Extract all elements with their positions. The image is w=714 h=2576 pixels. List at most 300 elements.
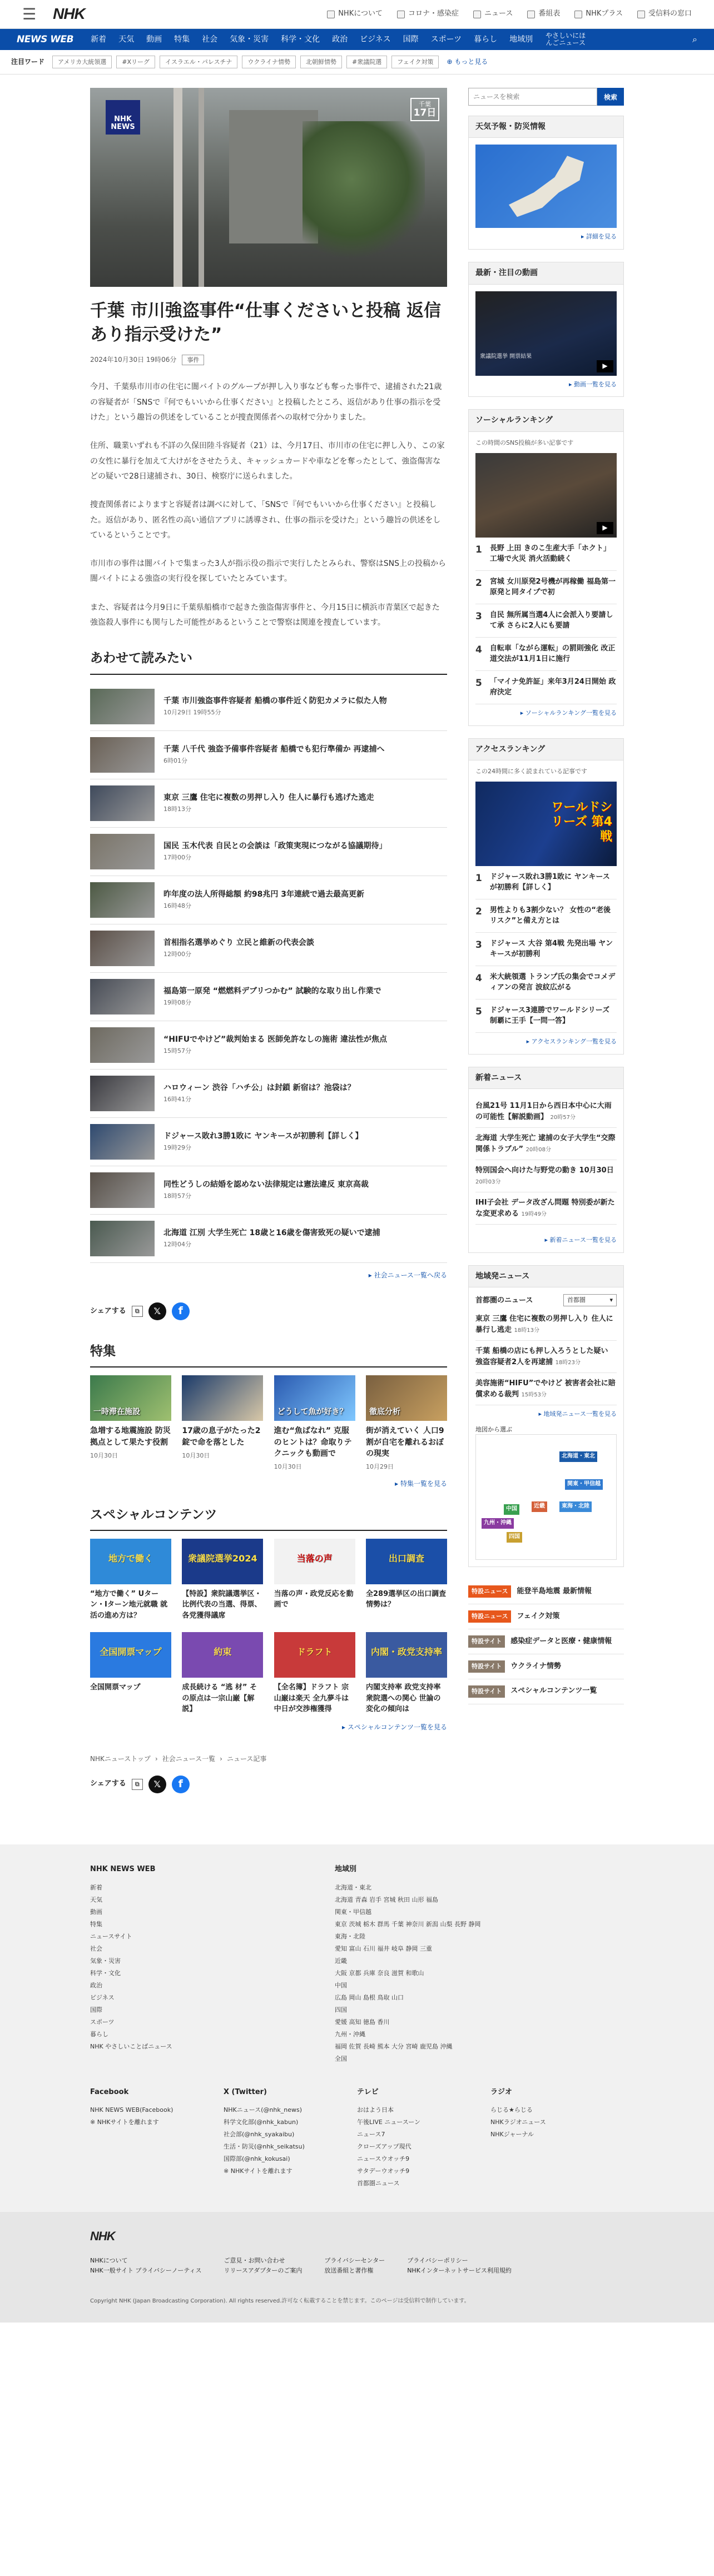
news-item-date: 20時57分 bbox=[550, 1114, 576, 1121]
footer-site-title[interactable]: NHK NEWS WEB bbox=[90, 1864, 156, 1873]
footer-region-link[interactable]: 愛媛 高知 徳島 香川 bbox=[335, 2018, 390, 2026]
footer-region-col bbox=[335, 1864, 557, 2065]
ranking-number: 5 bbox=[475, 1006, 482, 1017]
social-ranking-thumb[interactable] bbox=[475, 453, 617, 538]
nav-item[interactable]: 政治 bbox=[332, 34, 348, 44]
top-link-icon bbox=[397, 11, 405, 18]
special-card[interactable] bbox=[182, 1632, 263, 1715]
latest-video-thumb[interactable] bbox=[475, 291, 617, 376]
related-text bbox=[163, 889, 364, 911]
new-news-box bbox=[468, 1067, 624, 1253]
special-more-link[interactable]: ▸ スペシャルコンテンツ一覧を見る bbox=[341, 1723, 447, 1731]
ranking-title: 男性よりも3割少ない？ 女性の“老後リスク”と備え方とは bbox=[489, 906, 611, 926]
top-link-icon bbox=[574, 11, 582, 18]
ranking-item[interactable] bbox=[475, 866, 617, 899]
footer-social-link[interactable]: らじる★らじる bbox=[490, 2106, 533, 2114]
special-link-title: 感染症データと医療・健康情報 bbox=[510, 1637, 612, 1645]
footer-region-link[interactable]: 関東・甲信越 bbox=[335, 1908, 371, 1916]
main-content bbox=[90, 88, 447, 1811]
footer-social-link[interactable]: NHKラジオニュース bbox=[490, 2119, 546, 2126]
nav-item[interactable]: 気象・災害 bbox=[230, 34, 269, 44]
special-link[interactable] bbox=[468, 1679, 624, 1704]
ranking-item[interactable] bbox=[475, 899, 617, 933]
top-link[interactable] bbox=[473, 9, 513, 19]
related-item[interactable] bbox=[90, 876, 447, 924]
special-image-text: 地方で働く bbox=[108, 1553, 153, 1564]
footer-social-link[interactable]: 生活・防災(@nhk_seikatsu) bbox=[224, 2143, 305, 2151]
related-title: あわせて読みたい bbox=[90, 649, 447, 674]
special-card[interactable] bbox=[366, 1632, 447, 1715]
top-link-label: 受信料の窓口 bbox=[648, 9, 692, 18]
ranking-title: ドジャース敗れ3勝1敗に ヤンキースが初勝利【詳しく】 bbox=[489, 872, 610, 892]
ranking-title: 自転車「ながら運転」の罰則強化 改正道交法が11月1日に施行 bbox=[489, 644, 616, 664]
access-ranking-thumb[interactable] bbox=[475, 782, 617, 866]
news-item-title-text: 特別国会へ向けた与野党の動き 10月30日 bbox=[475, 1166, 614, 1175]
ranking-title: 長野 上田 きのこ生産大手「ホクト」工場で火災 消火活動続く bbox=[489, 544, 611, 564]
footer-link[interactable]: 特集 bbox=[90, 1920, 102, 1928]
breadcrumb bbox=[90, 1754, 447, 1764]
related-item[interactable] bbox=[90, 1166, 447, 1215]
social-more-label: ソーシャルランキング一覧を見る bbox=[525, 709, 617, 717]
feature-date: 10月30日 bbox=[90, 1452, 118, 1459]
related-text bbox=[163, 841, 386, 862]
feature-image bbox=[274, 1375, 355, 1421]
related-item-date: 12時00分 bbox=[163, 951, 191, 958]
footer-social-link[interactable]: 国際部(@nhk_kokusai) bbox=[224, 2155, 290, 2163]
hero-date-top: 千葉 bbox=[419, 101, 431, 108]
local-news-box bbox=[468, 1265, 624, 1567]
special-link[interactable] bbox=[468, 1629, 624, 1654]
related-item-date: 16時41分 bbox=[163, 1096, 191, 1103]
footer-link[interactable]: 動画 bbox=[90, 1908, 102, 1916]
footer-social-link[interactable]: NHKニュース(@nhk_news) bbox=[224, 2106, 303, 2114]
footer-link[interactable]: 新着 bbox=[90, 1883, 102, 1891]
footer-link[interactable]: 国際 bbox=[90, 2006, 102, 2013]
news-item-title-text: 千葉 船橋の店にも押し入ろうとした疑い 強盗容疑者2人を再逮捕 bbox=[475, 1347, 608, 1366]
special-image-text: 約束 bbox=[214, 1647, 232, 1658]
related-item[interactable] bbox=[90, 1021, 447, 1070]
footer-link[interactable]: 科学・文化 bbox=[90, 1969, 121, 1977]
news-item[interactable] bbox=[475, 1128, 617, 1160]
weather-map[interactable] bbox=[475, 145, 617, 228]
footer-region-link[interactable]: 大阪 京都 兵庫 奈良 滋賀 和歌山 bbox=[335, 1969, 424, 1977]
footer-bottom-link[interactable]: 放送番組と著作権 bbox=[324, 2267, 374, 2275]
ranking-title: ドジャース 大谷 第4戦 先発出場 ヤンキースが初勝利 bbox=[489, 939, 613, 959]
related-item[interactable] bbox=[90, 924, 447, 973]
special-image bbox=[366, 1632, 447, 1678]
copy-link-icon[interactable]: ⧉ bbox=[132, 1779, 143, 1790]
ranking-number: 5 bbox=[475, 677, 482, 689]
footer-social-link[interactable]: ※ NHKサイトを離れます bbox=[224, 2167, 292, 2175]
new-news-more-link[interactable]: ▸ 新着ニュース一覧を見る bbox=[544, 1236, 617, 1244]
footer-region-link[interactable]: 東京 茨城 栃木 群馬 千葉 神奈川 新潟 山梨 長野 静岡 bbox=[335, 1920, 481, 1928]
special-title: 【特設】衆院議選挙区・比例代表の当選、得票、各党獲得議席 bbox=[182, 1589, 262, 1620]
news-item-title bbox=[475, 1314, 617, 1335]
region-button[interactable]: 四国 bbox=[507, 1532, 522, 1543]
new-news-more-label: 新着ニュース一覧を見る bbox=[549, 1236, 617, 1244]
latest-more-link[interactable]: ▸ 動画一覧を見る bbox=[568, 380, 617, 388]
features-more-label: 特集一覧を見る bbox=[400, 1480, 447, 1488]
related-item[interactable] bbox=[90, 973, 447, 1021]
related-thumb bbox=[90, 882, 155, 918]
access-more-link[interactable]: ▸ アクセスランキング一覧を見る bbox=[526, 1037, 617, 1045]
article-date: 2024年10月30日 19時06分 bbox=[90, 355, 177, 364]
news-item-date: 18時23分 bbox=[555, 1359, 581, 1366]
related-item-date: 16時48分 bbox=[163, 902, 191, 910]
special-link[interactable] bbox=[468, 1654, 624, 1679]
footer-social-link[interactable]: 科学文化部(@nhk_kabun) bbox=[224, 2119, 299, 2126]
keywords-more-label: もっと見る bbox=[454, 57, 488, 66]
article-paragraph: 今月、千葉県市川市の住宅に闇バイトのグループが押し入り事なども奪った事件で、逮捕された21歳の容疑者が「SNSで『何でもいいから仕事ください』と投稿したところ、返信があり仕事の指示を受けた」という趣旨の供述をしていることが捜査関係者への取材で分かりました。 bbox=[90, 382, 442, 422]
top-link[interactable] bbox=[397, 9, 459, 19]
related-item-title: 首相指名選挙めぐり 立民と維新の代表会談 bbox=[163, 938, 314, 948]
article-tag[interactable]: 事件 bbox=[182, 355, 204, 366]
footer-social-link[interactable]: NHKジャーナル bbox=[490, 2131, 534, 2139]
copy-link-icon[interactable]: ⧉ bbox=[132, 1306, 143, 1317]
ranking-title: 米大統領選 トランプ氏の集会でコメディアンの発言 波紋広がる bbox=[489, 972, 616, 992]
nav-item[interactable]: 動画 bbox=[146, 34, 162, 44]
features-more-link[interactable]: ▸ 特集一覧を見る bbox=[395, 1480, 447, 1488]
search-input[interactable] bbox=[468, 88, 597, 106]
menu-icon[interactable]: ☰ bbox=[22, 4, 37, 23]
region-button[interactable]: 中国 bbox=[504, 1504, 519, 1515]
footer-region-link[interactable]: 東海・北陸 bbox=[335, 1932, 365, 1940]
news-web-logo[interactable]: NEWS WEB bbox=[17, 33, 74, 45]
related-item-date: 18時57分 bbox=[163, 1192, 191, 1200]
ranking-item[interactable] bbox=[475, 671, 617, 704]
footer-region-link[interactable]: 福岡 佐賀 長崎 熊本 大分 宮崎 鹿児島 沖縄 bbox=[335, 2042, 453, 2050]
related-item-title: 昨年度の法人所得総額 約98兆円 3年連続で過去最高更新 bbox=[163, 890, 364, 899]
nav-item[interactable]: 暮らし bbox=[474, 34, 498, 44]
nhk-news-badge: NHK NEWS bbox=[106, 100, 140, 135]
top-link[interactable] bbox=[637, 9, 692, 19]
footer-link[interactable]: 気象・災害 bbox=[90, 1957, 121, 1965]
feature-image bbox=[366, 1375, 447, 1421]
ranking-number: 1 bbox=[475, 872, 482, 884]
news-item[interactable] bbox=[475, 1309, 617, 1341]
related-text bbox=[163, 937, 314, 959]
footer-link[interactable]: スポーツ bbox=[90, 2018, 115, 2026]
nav-item[interactable]: 国際 bbox=[403, 34, 419, 44]
keyword-chip[interactable]: アメリカ大統領選 bbox=[52, 56, 112, 69]
ranking-item[interactable] bbox=[475, 604, 617, 638]
ranking-item[interactable] bbox=[475, 638, 617, 671]
footer-social-title: テレビ bbox=[357, 2087, 379, 2096]
region-button[interactable]: 近畿 bbox=[532, 1501, 547, 1512]
feature-image-text: どうして魚が好き？ bbox=[277, 1408, 348, 1417]
footer-social-link[interactable]: おはよう日本 bbox=[357, 2106, 394, 2114]
news-item-title bbox=[475, 1346, 617, 1367]
special-link-badge: 特設サイト bbox=[468, 1685, 505, 1698]
related-text bbox=[163, 695, 387, 717]
related-thumb bbox=[90, 1221, 155, 1256]
footer-social-link[interactable]: サタデーウオッチ9 bbox=[357, 2167, 410, 2175]
social-ranking-note: この時間のSNS投稿が多い記事です bbox=[475, 439, 574, 446]
special-image-text: 内閣・政党支持率 bbox=[370, 1647, 442, 1658]
related-item-date: 6時01分 bbox=[163, 757, 187, 765]
footer-social-link[interactable]: ニュースウオッチ9 bbox=[357, 2155, 410, 2163]
nav-item[interactable]: 天気 bbox=[118, 34, 135, 44]
news-item-title bbox=[475, 1133, 617, 1155]
related-thumb bbox=[90, 1172, 155, 1208]
footer-bottom-link[interactable]: ご意見・お問い合わせ bbox=[224, 2257, 285, 2265]
nav-item[interactable]: スポーツ bbox=[430, 34, 462, 44]
nav-item[interactable]: ビジネス bbox=[360, 34, 391, 44]
footer-social-title: X (Twitter) bbox=[224, 2087, 267, 2096]
footer-link[interactable]: 政治 bbox=[90, 1981, 102, 1989]
hero-pole-2 bbox=[199, 88, 204, 287]
special-image bbox=[182, 1632, 263, 1678]
article-meta bbox=[90, 355, 447, 366]
related-thumb bbox=[90, 979, 155, 1015]
special-card[interactable] bbox=[274, 1539, 355, 1622]
nav-item[interactable]: 科学・文化 bbox=[281, 34, 320, 44]
local-more-link[interactable]: ▸ 地域発ニュース一覧を見る bbox=[538, 1410, 617, 1418]
article-body bbox=[90, 380, 447, 630]
footer-link[interactable]: ニュースサイト bbox=[90, 1932, 132, 1940]
footer-bottom-link[interactable]: プライバシーセンター bbox=[324, 2257, 385, 2265]
article-hero-image bbox=[90, 88, 447, 287]
x-icon[interactable]: 𝕏 bbox=[148, 1776, 166, 1793]
search-icon[interactable]: ⌕ bbox=[692, 34, 697, 45]
special-more-label: スペシャルコンテンツ一覧を見る bbox=[347, 1723, 447, 1731]
special-title: 全289選挙区の出口調査 情勢は？ bbox=[365, 1589, 447, 1609]
facebook-icon[interactable]: f bbox=[172, 1302, 190, 1320]
ranking-number: 4 bbox=[475, 644, 482, 655]
footer-social-title: Facebook bbox=[90, 2087, 129, 2096]
nav-item[interactable]: 新着 bbox=[91, 34, 107, 44]
search-button[interactable]: 検索 bbox=[597, 88, 624, 106]
footer-region-link[interactable]: 北海道 青森 岩手 宮城 秋田 山形 福島 bbox=[335, 1896, 438, 1903]
access-thumb-text: ワールドシリーズ 第4戦 bbox=[551, 800, 612, 844]
keyword-chip[interactable]: ウクライナ情勢 bbox=[242, 56, 296, 69]
footer-region-link[interactable]: 北海道・東北 bbox=[335, 1883, 371, 1891]
keyword-chip[interactable]: イスラエル・パレスチナ bbox=[160, 56, 237, 69]
weather-box bbox=[468, 116, 624, 250]
footer-link[interactable]: NHK やさしいことばニュース bbox=[90, 2042, 172, 2050]
footer-site-col bbox=[90, 1864, 313, 2065]
region-select[interactable] bbox=[563, 1294, 617, 1306]
special-image bbox=[90, 1632, 171, 1678]
ranking-number: 4 bbox=[475, 972, 482, 984]
region-button[interactable]: 関東・甲信越 bbox=[565, 1479, 603, 1490]
footer-region-link[interactable]: 四国 bbox=[335, 2006, 347, 2013]
feature-image-text: 一時滞在施設 bbox=[93, 1408, 140, 1417]
ranking-number: 3 bbox=[475, 610, 482, 622]
special-link-title: ウクライナ情勢 bbox=[510, 1662, 561, 1670]
special-card[interactable] bbox=[182, 1539, 263, 1622]
related-text bbox=[163, 986, 381, 1007]
footer-link[interactable]: 暮らし bbox=[90, 2030, 108, 2038]
hero-tree bbox=[303, 121, 425, 266]
keyword-chip[interactable]: #衆議院選 bbox=[346, 56, 387, 69]
x-icon[interactable]: 𝕏 bbox=[148, 1302, 166, 1320]
related-item-date: 12時04分 bbox=[163, 1241, 191, 1249]
footer-social-link[interactable]: 午後LIVE ニュースーン bbox=[357, 2119, 421, 2126]
feature-title: 進む“魚ばなれ” 克服のヒントは？命取りテクニックも動画で bbox=[274, 1426, 352, 1458]
footer-bottom-link[interactable]: NHK一般サイト プライバシーノーティス bbox=[90, 2267, 202, 2275]
news-item[interactable] bbox=[475, 1160, 617, 1192]
top-link[interactable] bbox=[574, 9, 623, 19]
footer-nhk-logo[interactable]: NHK bbox=[90, 2229, 115, 2244]
special-card[interactable] bbox=[90, 1539, 171, 1622]
feature-title: 17歳の息子がたった2錠で命を落とした bbox=[182, 1426, 261, 1447]
related-item[interactable] bbox=[90, 731, 447, 779]
feature-image-text: 徹底分析 bbox=[369, 1408, 400, 1417]
ranking-item[interactable] bbox=[475, 538, 617, 571]
related-text bbox=[163, 1227, 380, 1249]
related-item[interactable] bbox=[90, 683, 447, 731]
news-item-date: 19時49分 bbox=[521, 1211, 547, 1217]
nav-item[interactable]: 地域別 bbox=[509, 34, 533, 44]
top-link[interactable] bbox=[527, 9, 560, 19]
news-item-date: 15時53分 bbox=[521, 1391, 547, 1398]
footer-region-link[interactable]: 近畿 bbox=[335, 1957, 347, 1965]
special-title: 成長続ける “逃 材” その原点は一宗山巌【解説】 bbox=[182, 1683, 257, 1714]
related-thumb bbox=[90, 834, 155, 869]
footer-region-link[interactable]: 愛知 富山 石川 福井 岐阜 静岡 三重 bbox=[335, 1945, 432, 1952]
special-link[interactable] bbox=[468, 1579, 624, 1604]
related-item-title: 北海道 江別 大学生死亡 18歳と16歳を傷害致死の疑いで逮捕 bbox=[163, 1229, 380, 1238]
feature-card[interactable] bbox=[90, 1375, 171, 1471]
article-paragraph: 市川市の事件は闇バイトで集まった3人が指示役の指示で実行したとみられ、警察はSNS上の投稿から闇バイトによる強盗の実行役を探していたとみています。 bbox=[90, 559, 446, 584]
top-link[interactable] bbox=[327, 9, 383, 19]
play-icon[interactable]: ▶ bbox=[597, 360, 613, 372]
top-link-label: ニュース bbox=[484, 9, 513, 18]
keywords-more-link[interactable]: ⊕ もっと見る bbox=[447, 57, 488, 66]
feature-card[interactable] bbox=[182, 1375, 263, 1471]
special-image bbox=[90, 1539, 171, 1584]
region-button[interactable]: 九州・沖縄 bbox=[482, 1518, 514, 1529]
related-item-title: 国民 玉木代表 自民との会談は「政策実現につながる協議期待」 bbox=[163, 842, 387, 851]
footer-link[interactable]: ビジネス bbox=[90, 1993, 115, 2001]
footer-region-link[interactable]: 広島 岡山 島根 鳥取 山口 bbox=[335, 1993, 404, 2001]
access-more-label: アクセスランキング一覧を見る bbox=[531, 1037, 617, 1045]
feature-card[interactable] bbox=[274, 1375, 355, 1471]
hero-pole bbox=[173, 88, 182, 287]
footer-social-link[interactable]: クローズアップ現代 bbox=[357, 2143, 411, 2151]
footer-region-link[interactable]: 中国 bbox=[335, 1981, 347, 1989]
social-more-link[interactable]: ▸ ソーシャルランキング一覧を見る bbox=[520, 709, 617, 717]
footer-bottom-links bbox=[90, 2256, 624, 2275]
related-item-title: 同性どうしの結婚を認めない法律規定は憲法違反 東京高裁 bbox=[163, 1180, 369, 1190]
region-button[interactable]: 東海・北陸 bbox=[559, 1501, 592, 1512]
related-item[interactable] bbox=[90, 828, 447, 876]
top-link-label: 番組表 bbox=[538, 9, 561, 18]
special-link[interactable] bbox=[468, 1604, 624, 1629]
feature-card[interactable] bbox=[366, 1375, 447, 1471]
footer-bottom-link[interactable]: NHKインターネットサービス利用規約 bbox=[407, 2267, 512, 2275]
special-link-title: フェイク対策 bbox=[517, 1612, 560, 1620]
related-item[interactable] bbox=[90, 779, 447, 828]
ranking-title: 自民 無所属当選4人に会派入り要請して承 さらに2人にも要請 bbox=[489, 610, 613, 630]
nhk-logo[interactable]: NHK bbox=[53, 5, 85, 23]
news-item[interactable] bbox=[475, 1373, 617, 1405]
map-label: 地図から選ぶ bbox=[475, 1426, 512, 1434]
ranking-item[interactable] bbox=[475, 933, 617, 966]
weather-map-land bbox=[509, 156, 592, 217]
footer-social-link[interactable]: NHK NEWS WEB(Facebook) bbox=[90, 2106, 173, 2114]
feature-date: 10月29日 bbox=[365, 1463, 394, 1471]
social-ranking-box bbox=[468, 409, 624, 725]
weather-more-link[interactable]: ▸ 詳細を見る bbox=[581, 233, 617, 241]
footer-link[interactable]: 社会 bbox=[90, 1945, 102, 1952]
footer-social-link[interactable]: ※ NHKサイトを離れます bbox=[90, 2119, 159, 2126]
nav-item[interactable]: 特集 bbox=[174, 34, 190, 44]
related-more-link[interactable]: ▸ 社会ニュース一覧へ戻る bbox=[368, 1271, 447, 1279]
related-item[interactable] bbox=[90, 1118, 447, 1166]
region-button[interactable]: 北海道・東北 bbox=[559, 1451, 597, 1462]
news-item-title-text: IHI子会社 データ改ざん問題 特別委が新たな変更求める bbox=[475, 1199, 615, 1218]
news-item-title bbox=[475, 1101, 617, 1122]
special-card[interactable] bbox=[274, 1632, 355, 1715]
nav-easy-news[interactable]: やさしいにほんごニュース bbox=[546, 31, 586, 47]
news-search bbox=[468, 88, 624, 106]
news-item-date: 20時08分 bbox=[525, 1146, 552, 1153]
facebook-icon[interactable]: f bbox=[172, 1776, 190, 1793]
play-icon[interactable]: ▶ bbox=[597, 522, 613, 534]
nav-items bbox=[85, 34, 539, 45]
footer-bottom-link[interactable]: NHKについて bbox=[90, 2257, 128, 2265]
breadcrumb-item[interactable]: 社会ニュース一覧 bbox=[162, 1755, 216, 1763]
top-link-icon bbox=[527, 11, 535, 18]
footer-social-link[interactable]: 首都圏ニュース bbox=[357, 2180, 400, 2187]
related-text bbox=[163, 1131, 363, 1152]
special-image-text: 出口調査 bbox=[388, 1553, 424, 1564]
special-link-badge: 特設ニュース bbox=[468, 1610, 511, 1623]
special-image bbox=[366, 1539, 447, 1584]
news-item[interactable] bbox=[475, 1192, 617, 1225]
top-link-label: NHKについて bbox=[338, 9, 383, 18]
footer-social-link[interactable]: ニュース7 bbox=[357, 2131, 385, 2139]
ranking-item[interactable] bbox=[475, 999, 617, 1033]
news-item[interactable] bbox=[475, 1341, 617, 1373]
footer-bottom-link[interactable]: リリースアダプターのご案内 bbox=[224, 2267, 303, 2275]
related-item-date: 17時00分 bbox=[163, 854, 191, 862]
news-item[interactable] bbox=[475, 1096, 617, 1128]
footer-social-link[interactable]: 社会部(@nhk_syakaibu) bbox=[224, 2131, 295, 2139]
local-news-label: 首都圏のニュース bbox=[475, 1296, 533, 1305]
related-item-title: 福島第一原発 “燃燃料デブリつかむ” 試験的な取り出し作業で bbox=[163, 987, 381, 996]
nav-item[interactable]: 社会 bbox=[202, 34, 218, 44]
ranking-number: 1 bbox=[475, 544, 482, 555]
related-text bbox=[163, 744, 385, 765]
sidebar bbox=[468, 88, 624, 1811]
special-card[interactable] bbox=[366, 1539, 447, 1622]
breadcrumb-item[interactable]: NHKニューストップ bbox=[90, 1755, 151, 1763]
keyword-chip[interactable]: #Xリーグ bbox=[116, 56, 155, 69]
related-thumb bbox=[90, 689, 155, 724]
footer bbox=[0, 1844, 714, 2212]
footer-region-link[interactable]: 全国 bbox=[335, 2055, 347, 2062]
feature-title: 急増する地震施設 防災拠点として果たす役割 bbox=[90, 1426, 171, 1447]
related-item[interactable] bbox=[90, 1070, 447, 1118]
keyword-chip[interactable]: フェイク対策 bbox=[391, 56, 439, 69]
news-item-title bbox=[475, 1197, 617, 1219]
access-ranking-title: アクセスランキング bbox=[469, 739, 623, 760]
special-card[interactable] bbox=[90, 1632, 171, 1715]
keyword-chip[interactable]: 北朝鮮情勢 bbox=[300, 56, 342, 69]
footer-bottom-link[interactable]: プライバシーポリシー bbox=[407, 2257, 468, 2265]
ranking-item[interactable] bbox=[475, 966, 617, 999]
footer-region-link[interactable]: 九州・沖縄 bbox=[335, 2030, 365, 2038]
related-item[interactable] bbox=[90, 1215, 447, 1263]
social-ranking-list bbox=[475, 538, 617, 704]
related-thumb bbox=[90, 737, 155, 773]
ranking-item[interactable] bbox=[475, 571, 617, 604]
footer-link[interactable]: 天気 bbox=[90, 1896, 102, 1903]
special-links bbox=[468, 1579, 624, 1704]
